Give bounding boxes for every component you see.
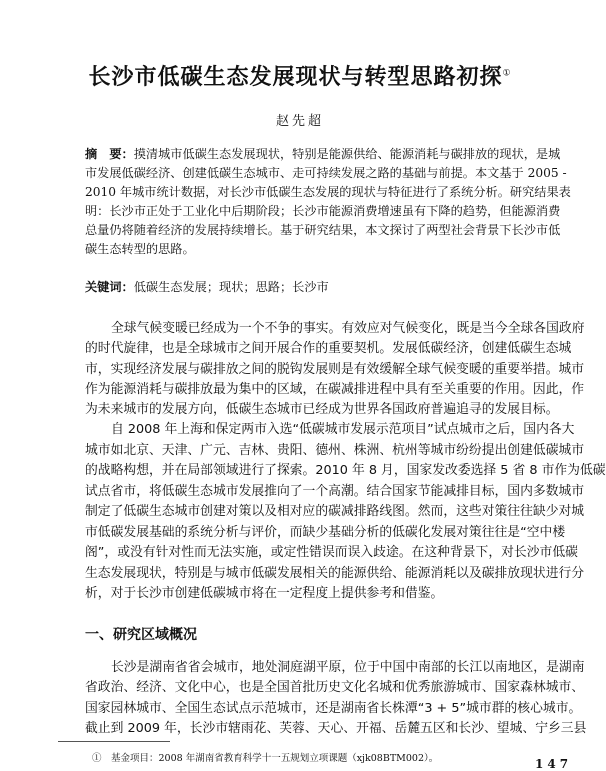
page-number: 147 xyxy=(535,757,573,771)
body-line: 长沙是湖南省省会城市，地处洞庭湖平原，位于中国中南部的长江以南地区，是湖南 xyxy=(111,660,585,675)
body-line: 的时代旋律，也是全球城市之间开展合作的重要契机。发展低碳经济，创建低碳生态城 xyxy=(85,341,572,356)
abstract-text: 摸清城市低碳生态发展现状，特别是能源供给、能源消耗与碳排放的现状，是城 xyxy=(133,147,561,161)
keywords-text: 低碳生态发展；现状；思路；长沙市 xyxy=(133,280,329,294)
abstract-line: 2010 年城市统计数据，对长沙市低碳生态发展的现状与特征进行了系统分析。研究结果表 xyxy=(85,185,571,199)
body-line: 国家园林城市、全国生态试点示范城市，还是湖南省长株潭“3 + 5”城市群的核心城市。 xyxy=(85,701,582,716)
body-line: 析，对于长沙市创建低碳城市将在一定程度上提供参考和借鉴。 xyxy=(85,586,444,601)
body-line: 试点省市，将低碳生态城市发展推向了一个高潮。结合国家节能减排目标，国内多数城市 xyxy=(85,484,585,499)
abstract-line: 市发展低碳经济、创建低碳生态城市、走可持续发展之路的基础与前提。本文基于 2005 - xyxy=(85,166,567,180)
abstract-label: 摘 要： xyxy=(85,147,134,161)
footnote: ① 基金项目：2008 年湖南省教育科学十一五规划立项课题（xjk08BTM002）。 xyxy=(92,753,439,764)
body-line: 截止到 2009 年，长沙市辖雨花、芙蓉、天心、开福、岳麓五区和长沙、望城、宁乡三县 xyxy=(85,721,587,736)
footnote-divider xyxy=(58,741,170,742)
author: 赵先超 xyxy=(275,114,324,129)
title-footnote-mark: ① xyxy=(502,68,512,79)
body-line: 作为能源消耗与碳排放最为集中的区域，在碳减排进程中具有至关重要的作用。因此，作 xyxy=(85,382,585,397)
title-text: 长沙市低碳生态发展现状与转型思路初探 xyxy=(88,65,503,90)
keywords-label: 关键词： xyxy=(85,280,134,294)
keywords xyxy=(85,278,545,297)
abstract-line: 碳生态转型的思路。 xyxy=(85,242,195,256)
body-line: 阁”，或没有针对性而无法实施，或定性错误而误入歧途。在这种背景下，对长沙市低碳 xyxy=(85,545,578,560)
abstract-line: 明：长沙市正处于工业化中后期阶段；长沙市能源消费增速虽有下降的趋势，但能源消费 xyxy=(85,204,561,218)
section-heading: 一、研究区域概况 xyxy=(85,627,197,643)
body-line: 市低碳发展基础的系统分析与评价，而缺少基础分析的低碳化发展对策往往是“空中楼 xyxy=(85,525,566,540)
body-line: 为未来城市的发展方向，低碳生态城市已经成为世界各国政府普遍追寻的发展目标。 xyxy=(85,402,559,417)
body-line: 自 2008 年上海和保定两市入选“低碳城市发展示范项目”试点城市之后，国内各大 xyxy=(111,422,575,437)
body-line: 省政治、经济、文化中心，也是全国首批历史文化名城和优秀旅游城市、国家森林城市、 xyxy=(85,680,585,695)
body-line: 的战略构想，并在局部领域进行了探索。2010 年 8 月，国家发改委选择 5 省 8 市作为低碳 xyxy=(85,463,606,478)
body-line: 制定了低碳生态城市创建对策以及相对应的碳减排路线图。然而，这些对策往往缺少对城 xyxy=(85,504,585,519)
body-line: 全球气候变暖已经成为一个不争的事实。有效应对气候变化，既是当今全球各国政府 xyxy=(111,321,585,336)
body-line: 城市如北京、天津、广元、吉林、贵阳、德州、株洲、杭州等城市纷纷提出创建低碳城市 xyxy=(85,443,585,458)
abstract-line: 总量仍将随着经济的发展持续增长。基于研究结果，本文探讨了两型社会背景下长沙市低 xyxy=(85,223,561,237)
body-line: 市，实现经济发展与碳排放之间的脱钩发展则是有效缓解全球气候变暖的重要举措。城市 xyxy=(85,362,585,377)
paper-title xyxy=(0,60,600,91)
abstract-line xyxy=(85,145,561,164)
body-line: 生态发展现状，特别是与城市低碳发展相关的能源供给、能源消耗以及碳排放现状进行分 xyxy=(85,566,585,581)
